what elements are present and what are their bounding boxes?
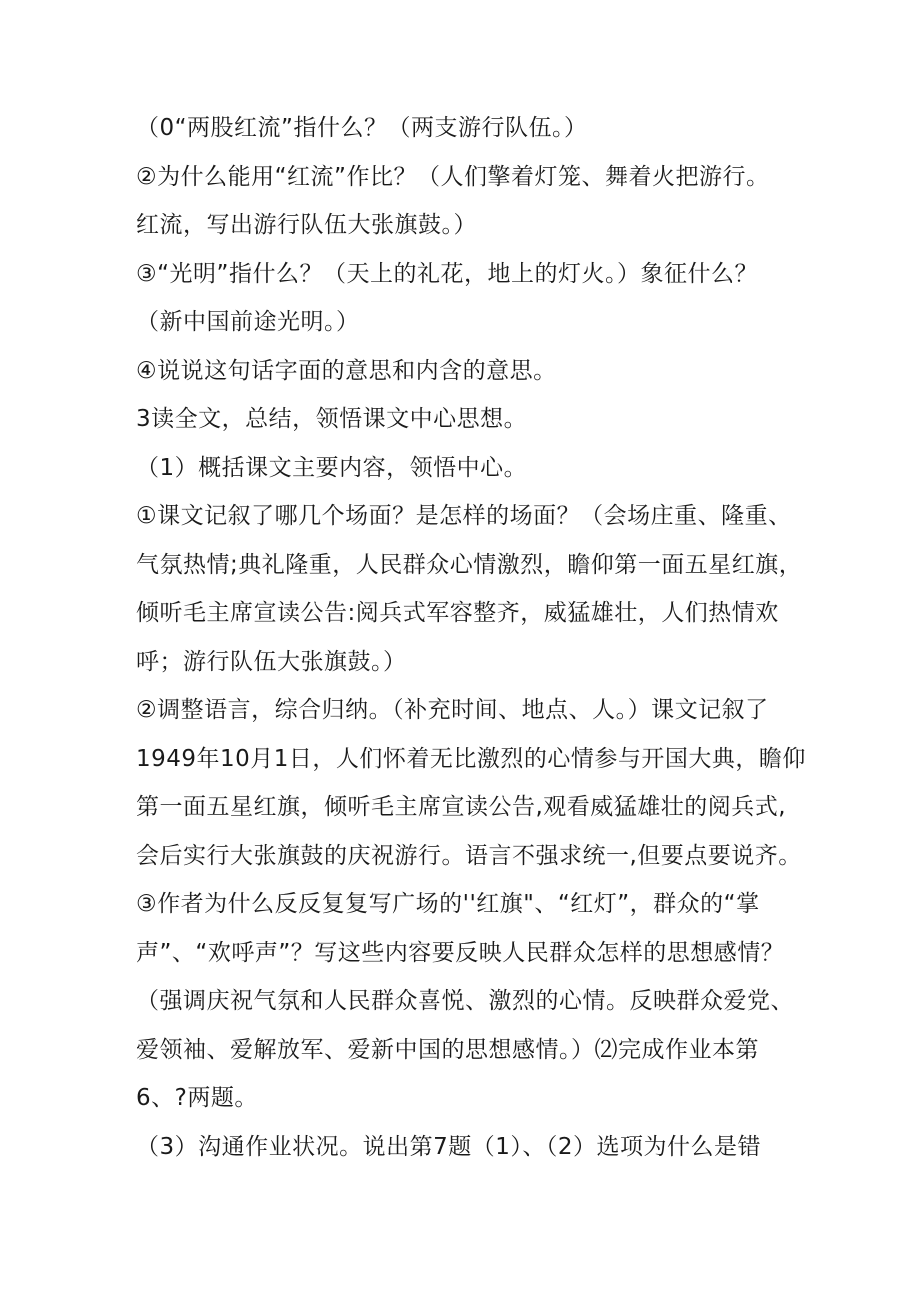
text-line: （强调庆祝气氛和人民群众喜悦、激烈的心情。反映群众爱党、 [136, 988, 794, 1014]
text-line: 3读全文，总结，领悟课文中心思想。 [136, 406, 528, 432]
text-line: 声”、“欢呼声”？写这些内容要反映人民群众怎样的思想感情？ [136, 939, 785, 966]
text-line: （3）沟通作业状况。说出第7题（1）、（2）选项为什么是错 [136, 1133, 762, 1160]
text-line: 倾听毛主席宣读公告:阅兵式军容整齐，威猛雄壮，人们热情欢 [136, 600, 779, 626]
text-line: ①课文记叙了哪几个场面？是怎样的场面？（会场庄重、隆重、 [136, 503, 792, 529]
text-line: ④说说这句话字面的意思和内含的意思。 [136, 357, 557, 384]
text-line: 呼；游行队伍大张旗鼓。） [136, 648, 407, 675]
text-line: 会后实行大张旗鼓的庆祝游行。语言不强求统一,但要点要说齐。 [136, 842, 802, 869]
text-line: ②调整语言，综合归纳。（补充时间、地点、人。）课文记叙了 [136, 697, 769, 723]
text-line: 1949年10月1日，人们怀着无比激烈的心情参与开国大典，瞻仰 [136, 745, 806, 772]
text-line: 红流，写出游行队伍大张旗鼓。） [136, 212, 477, 238]
text-line: （新中国前途光明。） [136, 309, 360, 335]
text-line: 爱领袖、爱解放军、爱新中国的思想感情。）⑵完成作业本第 [136, 1036, 759, 1063]
document-body [136, 104, 806, 1171]
text-line: （0“两股红流”指什么？（两支游行队伍。） [136, 115, 588, 141]
text-line: 6、?两题。 [136, 1085, 258, 1111]
text-line: ③“光明”指什么？（天上的礼花，地上的灯火。）象征什么？ [136, 260, 758, 287]
text-line: ③作者为什么反反复复写广场的''红旗"、“红灯”，群众的“掌 [136, 891, 760, 917]
text-line: 气氛热情;典礼隆重，人民群众心情激烈，瞻仰第一面五星红旗， [136, 551, 803, 578]
text-line: ②为什么能用“红流”作比？（人们擎着灯笼、舞着火把游行。 [136, 163, 770, 190]
text-line: 第一面五星红旗，倾听毛主席宣读公告,观看威猛雄壮的阅兵式, [136, 794, 787, 820]
text-line: （1）概括课文主要内容，领悟中心。 [136, 454, 528, 481]
